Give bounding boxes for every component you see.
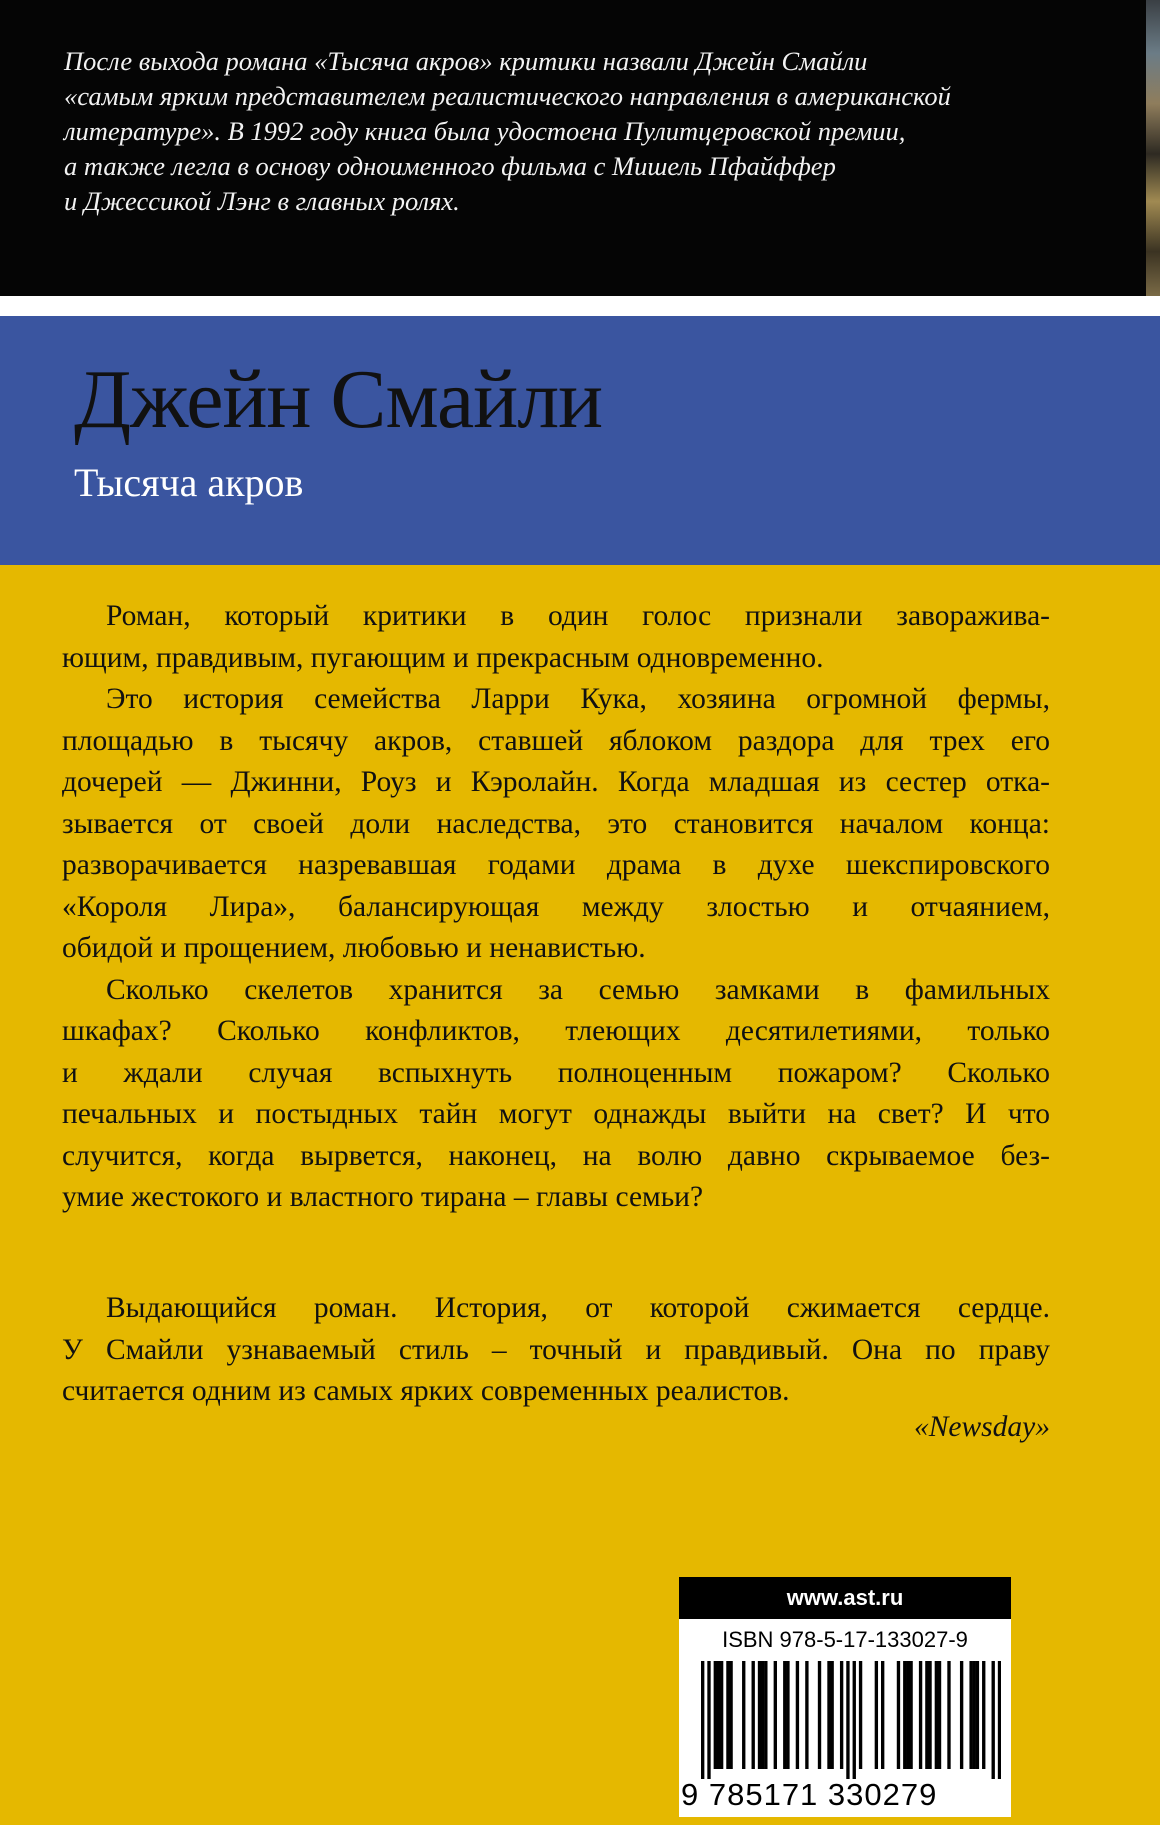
- text-line: обидой и прощением, любовью и ненавистью.: [62, 932, 646, 964]
- barcode-bar: [764, 1661, 767, 1769]
- text-line: Роман, который критики в один голос признали заворажива-: [106, 600, 1050, 632]
- barcode-graphic: [701, 1661, 1001, 1779]
- barcode-bar: [701, 1661, 704, 1779]
- intro-line: литературе». В 1992 году книга была удостоена Пулитцеровской премии,: [64, 116, 906, 146]
- text-line: Это история семейства Ларри Кука, хозяина огромной фермы,: [106, 683, 1050, 715]
- barcode-bar: [796, 1661, 799, 1769]
- barcode-bar: [726, 1661, 729, 1769]
- barcode-bar: [919, 1661, 922, 1769]
- quote-line: У Смайли узнаваемый стиль – точный и правдивый. Она по праву: [62, 1333, 1050, 1366]
- isbn-label: ISBN 978-5-17-133027-9: [722, 1627, 968, 1652]
- barcode-bar: [938, 1661, 941, 1769]
- barcode-bar: [752, 1661, 755, 1769]
- text-line: «Короля Лира», балансирующая между злостью и отчаянием,: [62, 890, 1050, 923]
- barcode-bar: [960, 1661, 963, 1769]
- text-line: площадью в тысячу акров, ставшей яблоком раздора для трех его: [62, 724, 1050, 757]
- barcode-bar: [992, 1661, 995, 1779]
- barcode-bar: [976, 1661, 979, 1769]
- intro-line: После выхода романа «Тысяча акров» критики назвали Джейн Смайли: [64, 46, 868, 76]
- barcode-bar: [707, 1661, 710, 1779]
- barcode-bar: [720, 1661, 723, 1769]
- barcode-bar: [830, 1661, 833, 1769]
- quote-line: считается одним из самых ярких современных реалистов.: [62, 1375, 790, 1407]
- text-line: умие жестокого и властного тирана – главы семьи?: [62, 1181, 704, 1213]
- text-line: ющим, правдивым, пугающим и прекрасным одновременно.: [62, 641, 824, 674]
- quote-line: Выдающийся роман. История, от которой сжимается сердце.: [106, 1292, 1050, 1324]
- divider-strip: [0, 296, 1160, 316]
- paragraph: [62, 970, 1050, 1219]
- press-quote: [62, 1288, 1050, 1413]
- barcode-bar: [758, 1661, 761, 1769]
- barcode-bar: [805, 1661, 808, 1769]
- barcode-bar: [786, 1661, 789, 1769]
- quote-source: «Newsday»: [913, 1411, 1050, 1443]
- text-line: разворачивается назревавшая годами драма в духе шекспировского: [62, 849, 1050, 881]
- barcode-bar: [973, 1661, 976, 1769]
- book-title: Тысяча акров: [74, 460, 304, 505]
- barcode-bar: [729, 1661, 732, 1769]
- barcode-bar: [875, 1661, 878, 1769]
- barcode-bar: [818, 1661, 821, 1769]
- barcode-bar: [998, 1661, 1001, 1779]
- paragraph: [62, 596, 1050, 679]
- author-name: Джейн Смайли: [74, 353, 603, 446]
- barcode-bar: [714, 1661, 717, 1769]
- intro-line: а также легла в основу одноименного фильма с Мишель Пфайффер: [64, 151, 836, 181]
- intro-line: и Джессикой Лэнг в главных ролях.: [64, 186, 460, 216]
- text-line: печальных и постыдных тайн могут однажды выйти на свет? И что: [62, 1098, 1050, 1130]
- barcode-bar: [925, 1661, 928, 1769]
- barcode-bar: [840, 1661, 843, 1769]
- barcode-bar: [909, 1661, 912, 1769]
- barcode-bar: [947, 1661, 950, 1769]
- description: [62, 596, 1050, 1219]
- barcode-bar: [897, 1661, 900, 1769]
- barcode-bar: [717, 1661, 720, 1769]
- text-line: случится, когда вырвется, наконец, на волю давно скрываемое без-: [62, 1139, 1050, 1172]
- text-line: шкафах? Сколько конфликтов, тлеющих десятилетиями, только: [62, 1015, 1050, 1047]
- paragraph: [62, 679, 1050, 970]
- barcode-digits: 9 785171 330279: [681, 1777, 938, 1812]
- barcode-bar: [846, 1661, 849, 1779]
- barcode-bar: [928, 1661, 931, 1769]
- intro-blurb: [64, 44, 1094, 219]
- publisher-website[interactable]: www.ast.ru: [679, 1577, 1011, 1619]
- barcode-bar: [969, 1661, 972, 1769]
- barcode-bar: [783, 1661, 786, 1769]
- text-line: и ждали случая вспыхнуть полноценным пожаром? Сколько: [62, 1056, 1050, 1089]
- barcode-bar: [903, 1661, 906, 1769]
- barcode-bar: [774, 1661, 777, 1769]
- intro-line: «самым ярким представителем реалистического направления в американской: [64, 81, 951, 111]
- text-line: зывается от своей доли наследства, это становится началом конца:: [62, 807, 1050, 840]
- barcode-box: [679, 1577, 1011, 1817]
- barcode-bar: [742, 1661, 745, 1769]
- text-line: дочерей — Джинни, Роуз и Кэролайн. Когда младшая из сестер отка-: [62, 766, 1050, 798]
- barcode-bar: [982, 1661, 985, 1769]
- barcode-bar: [827, 1661, 830, 1769]
- barcode-bar: [906, 1661, 909, 1769]
- barcode-bar: [761, 1661, 764, 1769]
- barcode-bar: [859, 1661, 862, 1769]
- barcode-bar: [853, 1661, 856, 1779]
- barcode-bar: [935, 1661, 938, 1769]
- cover-photo-edge: [1146, 0, 1160, 296]
- barcode-bar: [881, 1661, 884, 1769]
- text-line: Сколько скелетов хранится за семью замками в фамильных: [106, 973, 1050, 1006]
